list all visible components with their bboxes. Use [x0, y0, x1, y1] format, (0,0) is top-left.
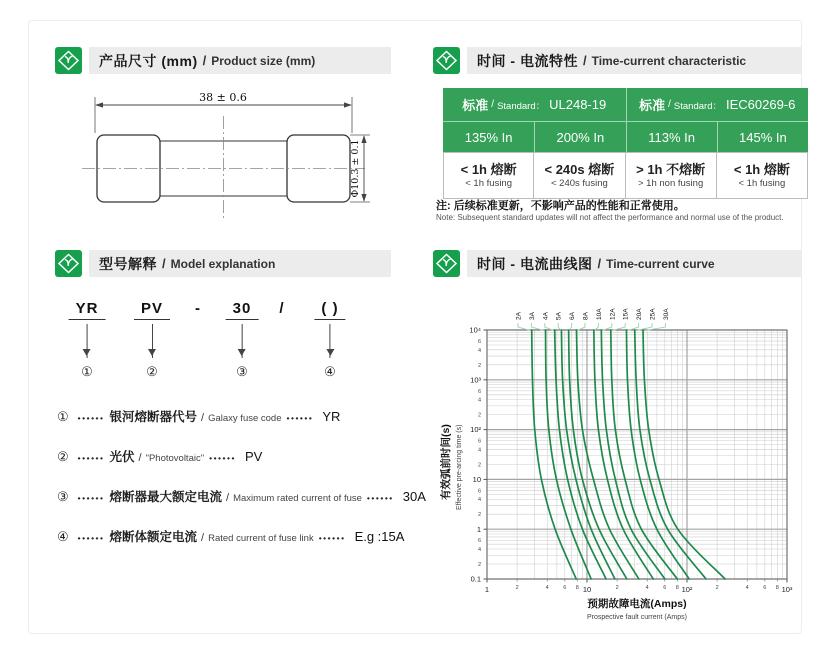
svg-text:Prospective fault current (Amp: Prospective fault current (Amps): [587, 614, 687, 621]
svg-text:10: 10: [582, 585, 592, 594]
list-item: [57, 528, 437, 548]
title-separator: /: [202, 53, 207, 68]
result-zh: < 1h 熔断: [733, 161, 790, 177]
svg-text:2: 2: [477, 462, 481, 469]
item-en: Galaxy fuse code: [208, 413, 282, 424]
item-zh: 银河熔断器代号: [109, 410, 198, 424]
svg-text:6: 6: [477, 488, 481, 495]
svg-text:8: 8: [775, 585, 779, 591]
svg-text:6: 6: [763, 585, 767, 591]
down-arrow-icon: [329, 324, 330, 358]
svg-text:10²: 10²: [470, 425, 481, 435]
svg-text:6: 6: [563, 585, 567, 591]
section-title-en: Time-current curve: [606, 256, 715, 271]
svg-text:30A: 30A: [662, 308, 670, 320]
section-title-zh: 时间 - 电流曲线图: [477, 255, 593, 272]
leader-dots: ••••••: [77, 413, 105, 423]
item-en: Maximum rated current of fuse: [233, 493, 362, 504]
code-part-slash: [272, 300, 291, 319]
item-value: PV: [244, 449, 263, 464]
circled-number: ②: [146, 364, 158, 379]
result-zh: < 240s 熔断: [544, 161, 615, 177]
standard-separator: /: [668, 99, 671, 110]
svg-text:12A: 12A: [609, 308, 617, 320]
standard-value: IEC60269-6: [725, 97, 796, 112]
svg-text:2: 2: [715, 585, 719, 591]
svg-text:6: 6: [477, 438, 481, 445]
svg-text:2: 2: [477, 362, 481, 369]
item-zh: 熔断器最大额定电流: [109, 490, 223, 504]
item-zh: 光伏: [109, 450, 135, 464]
svg-text:4: 4: [477, 447, 481, 454]
down-arrow-icon: [87, 324, 88, 358]
brand-logo-icon: [55, 250, 82, 277]
result-cell: [626, 152, 717, 199]
item-en: "Photovoltaic": [145, 453, 205, 464]
svg-text:2A: 2A: [515, 312, 523, 320]
item-separator: /: [226, 492, 230, 504]
svg-text:8A: 8A: [582, 312, 590, 320]
section-title-en: Model explanation: [170, 256, 276, 271]
code-text: YR: [69, 300, 106, 320]
code-text: -: [195, 300, 201, 317]
result-en: < 1h fusing: [465, 177, 512, 189]
leader-dots: ••••••: [318, 533, 346, 543]
code-text: ( ): [314, 300, 345, 320]
leader-dots: ••••••: [77, 533, 105, 543]
svg-text:10⁴: 10⁴: [469, 325, 481, 335]
note-en: Note: Subsequent standard updates will not affect the performance and normal use of the product.: [436, 213, 784, 222]
svg-text:10²: 10²: [681, 585, 693, 594]
svg-text:10: 10: [472, 475, 481, 484]
time-current-table: [443, 88, 808, 199]
time-current-curve-chart: [425, 283, 825, 641]
percent-header: 200% In: [534, 121, 625, 152]
svg-text:6: 6: [477, 538, 481, 545]
svg-text:1: 1: [484, 585, 490, 594]
item-separator: /: [201, 532, 205, 544]
section-header-model-explanation: [55, 250, 391, 277]
section-title-zh: 型号解释: [99, 255, 157, 272]
section-header-product-size: [55, 47, 391, 74]
result-zh: < 1h 熔断: [460, 161, 517, 177]
code-part-pv: [134, 300, 170, 380]
svg-text:6: 6: [477, 388, 481, 395]
standard-cell-ul: [443, 88, 626, 121]
result-en: < 1h fusing: [738, 177, 786, 189]
svg-text:10³: 10³: [470, 375, 481, 385]
svg-text:8: 8: [575, 585, 579, 591]
list-item: [57, 408, 437, 428]
down-arrow-icon: [151, 324, 152, 358]
svg-text:4: 4: [745, 585, 749, 591]
circled-number: ④: [324, 364, 336, 379]
item-number: ①: [57, 409, 69, 424]
code-part-30: [226, 300, 259, 380]
section-title-zh: 产品尺寸 (mm): [99, 52, 198, 69]
svg-text:10A: 10A: [595, 308, 603, 320]
standard-label-zh: 标准: [639, 98, 666, 113]
list-item: [57, 488, 437, 508]
result-en: > 1h non fusing: [638, 177, 704, 189]
svg-text:4: 4: [477, 397, 481, 404]
leader-dots: ••••••: [209, 453, 236, 463]
svg-text:20A: 20A: [636, 308, 644, 320]
table-note: [436, 199, 816, 223]
standard-cell-iec: [626, 88, 809, 121]
brand-logo-icon: [433, 250, 460, 277]
fuse-technical-drawing: [60, 88, 390, 220]
code-text: PV: [134, 300, 170, 320]
standard-separator: /: [491, 99, 495, 110]
title-separator: /: [582, 53, 587, 68]
item-number: ④: [57, 529, 69, 544]
svg-text:有效弧前时间(s): 有效弧前时间(s): [440, 424, 452, 500]
model-explanation-list: [57, 408, 437, 568]
svg-text:5A: 5A: [555, 312, 563, 320]
note-zh: 注: 后续标准更新，不影响产品的性能和正常使用。: [436, 200, 685, 212]
title-separator: /: [597, 256, 602, 271]
svg-text:6A: 6A: [569, 312, 577, 320]
length-dimension-label: 38 ± 0.6: [199, 91, 247, 104]
percent-header: 135% In: [443, 121, 534, 152]
svg-text:4: 4: [645, 585, 649, 591]
section-header-time-current-characteristic: [433, 47, 801, 74]
item-separator: /: [138, 452, 142, 464]
down-arrow-icon: [242, 324, 243, 358]
item-en: Rated current of fuse link: [208, 533, 314, 544]
result-zh: > 1h 不熔断: [636, 161, 706, 177]
item-number: ②: [57, 449, 69, 464]
list-item: [57, 448, 437, 468]
result-cell: [443, 152, 534, 199]
standard-label-en: Standard：: [673, 100, 722, 112]
svg-text:4: 4: [477, 347, 481, 354]
item-value: 30A: [402, 489, 426, 504]
item-value: E.g :15A: [354, 529, 405, 544]
result-cell: [717, 152, 808, 199]
result-en: < 240s fusing: [550, 177, 608, 189]
code-part-yr: [69, 300, 106, 380]
section-title-en: Product size (mm): [211, 53, 316, 68]
item-separator: /: [201, 412, 205, 424]
svg-text:预期故障电流(Amps): 预期故障电流(Amps): [587, 598, 687, 610]
svg-text:8: 8: [675, 585, 679, 591]
svg-text:6: 6: [663, 585, 667, 591]
svg-text:2: 2: [477, 412, 481, 419]
item-number: ③: [57, 489, 69, 504]
brand-logo-icon: [55, 47, 82, 74]
svg-text:2: 2: [477, 512, 481, 519]
circled-number: ③: [236, 364, 248, 379]
svg-text:2: 2: [477, 562, 481, 569]
svg-text:2: 2: [615, 585, 619, 591]
standard-value: UL248-19: [549, 97, 607, 112]
svg-text:0.1: 0.1: [470, 574, 481, 584]
svg-text:Effective pre-arcing time (s): Effective pre-arcing time (s): [456, 424, 463, 510]
svg-text:2: 2: [515, 585, 519, 591]
section-title-en: Time-current characteristic: [591, 53, 747, 68]
code-part-dash: [188, 300, 208, 319]
brand-logo-icon: [433, 47, 460, 74]
item-value: YR: [322, 409, 341, 424]
result-cell: [534, 152, 625, 199]
svg-text:4: 4: [477, 547, 481, 554]
section-header-time-current-curve: [433, 250, 801, 277]
diameter-dimension-label: Φ10.3 ± 0.1: [350, 139, 361, 198]
svg-text:4: 4: [477, 497, 481, 504]
section-title-zh: 时间 - 电流特性: [477, 52, 578, 69]
svg-text:10³: 10³: [781, 585, 793, 594]
svg-text:6: 6: [477, 339, 481, 346]
svg-text:15A: 15A: [622, 308, 630, 320]
svg-text:1: 1: [476, 524, 481, 534]
percent-header: 113% In: [626, 121, 717, 152]
svg-text:4: 4: [545, 585, 549, 591]
code-part-parens: [314, 300, 345, 380]
model-code-diagram: [58, 300, 388, 402]
code-text: 30: [226, 300, 259, 320]
title-separator: /: [162, 256, 166, 271]
circled-number: ①: [81, 364, 93, 379]
leader-dots: ••••••: [77, 453, 105, 463]
percent-header: 145% In: [717, 121, 808, 152]
standard-label-zh: 标准: [462, 98, 489, 113]
leader-dots: ••••••: [77, 493, 105, 503]
item-zh: 熔断体额定电流: [109, 530, 198, 544]
leader-dots: ••••••: [286, 413, 314, 423]
code-text: /: [279, 300, 285, 317]
leader-dots: ••••••: [366, 493, 394, 503]
svg-text:4A: 4A: [542, 312, 550, 320]
standard-label-en: Standard：: [497, 100, 546, 112]
svg-text:3A: 3A: [528, 312, 536, 320]
svg-text:25A: 25A: [649, 308, 657, 320]
